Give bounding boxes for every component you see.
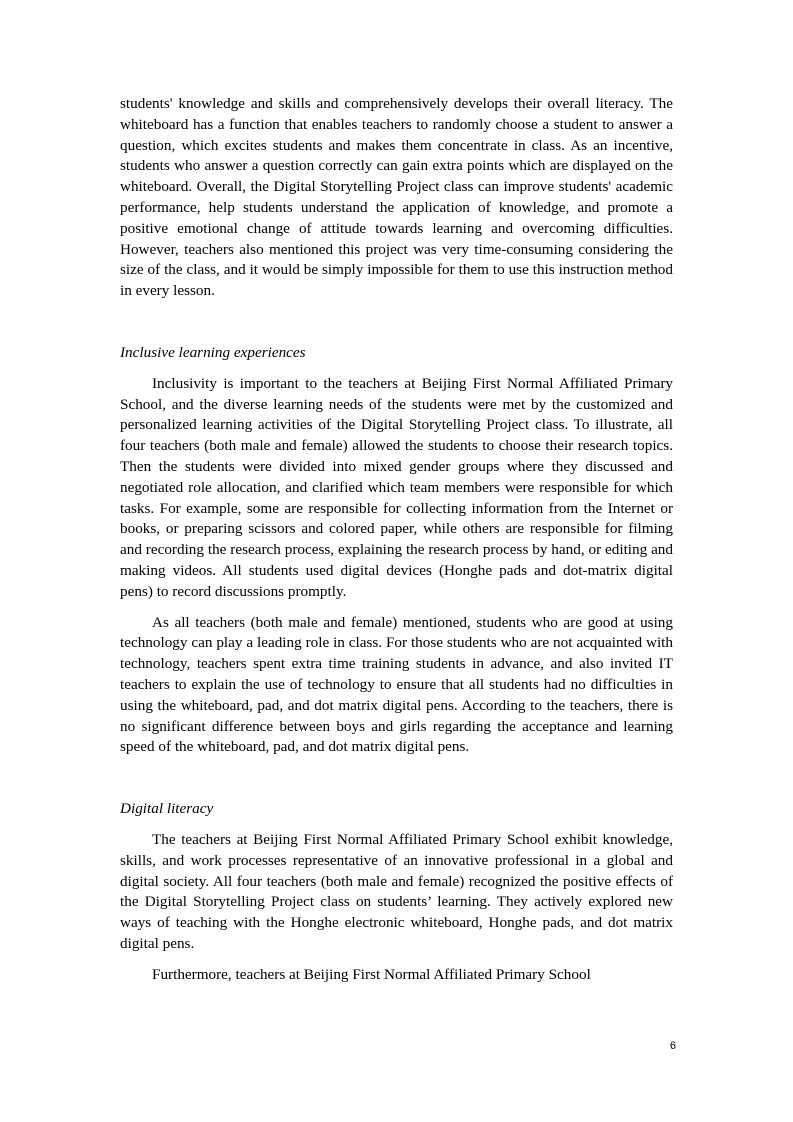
inclusive-paragraph-1: Inclusivity is important to the teachers at Beijing First Normal Affiliated Primary School, and the diverse learning needs of the students were met by the customized and personalized learning activities of the Digital Storytelling Project class. To illustrate, all four teachers (both male and female) allowed the students to choose their research topics. Then the students were divided into mixed gender groups where they discussed and negotiated role allocation, and clarified which team members were responsible for which tasks. For example, some are responsible for collecting information from the Internet or books, or preparing scissors and colored paper, while others are responsible for filming and recording the research process, explaining the research process by hand, or editing and making videos. All students used digital devices (Honghe pads and dot-matrix digital pens) to record discussions promptly. xyxy=(120,374,673,600)
inclusive-paragraph-2: As all teachers (both male and female) mentioned, students who are good at using technology can play a leading role in class. For those students who are not acquainted with technology, teachers spent extra time training students in advance, and also invited IT teachers to explain the use of technology to ensure that all students had no difficulties in using the whiteboard, pad, and dot matrix digital pens. According to the teachers, there is no significant difference between boys and girls regarding the acceptance and learning speed of the whiteboard, pad, and dot matrix digital pens. xyxy=(120,613,673,756)
section-heading-inclusive: Inclusive learning experiences xyxy=(120,343,306,361)
intro-paragraph: students' knowledge and skills and comprehensively develops their overall literacy. The whiteboard has a function that enables teachers to randomly choose a student to answer a question, which excites students and makes them concentrate in class. As an incentive, students who answer a question correctly can gain extra points which are displayed on the whiteboard. Overall, the Digital Storytelling Project class can improve students' academic performance, help students understand the application of knowledge, and promote a positive emotional change of attitude towards learning and overcoming difficulties. However, teachers also mentioned this project was very time-consuming considering the size of the class, and it would be simply impossible for them to use this instruction method in every lesson. xyxy=(120,95,673,300)
section-spacer xyxy=(120,758,673,799)
page-number: 6 xyxy=(669,1040,676,1052)
digital-paragraph-2: Furthermore, teachers at Beijing First Normal Affiliated Primary School xyxy=(152,965,591,983)
digital-paragraph-1: The teachers at Beijing First Normal Affiliated Primary School exhibit knowledge, skills, and work processes representative of an innovative professional in a global and digital society. All four teachers (both male and female) recognized the positive effects of the Digital Storytelling Project class on students’ learning. They actively explored new ways of teaching with the Honghe electronic whiteboard, Honghe pads, and dot matrix digital pens. xyxy=(120,830,673,952)
paragraph-spacer xyxy=(120,603,673,613)
page-body xyxy=(120,94,673,985)
paragraph-spacer xyxy=(120,955,673,965)
heading-spacer xyxy=(120,820,673,830)
section-heading-digital: Digital literacy xyxy=(120,800,214,818)
section-spacer xyxy=(120,302,673,343)
heading-spacer xyxy=(120,364,673,374)
